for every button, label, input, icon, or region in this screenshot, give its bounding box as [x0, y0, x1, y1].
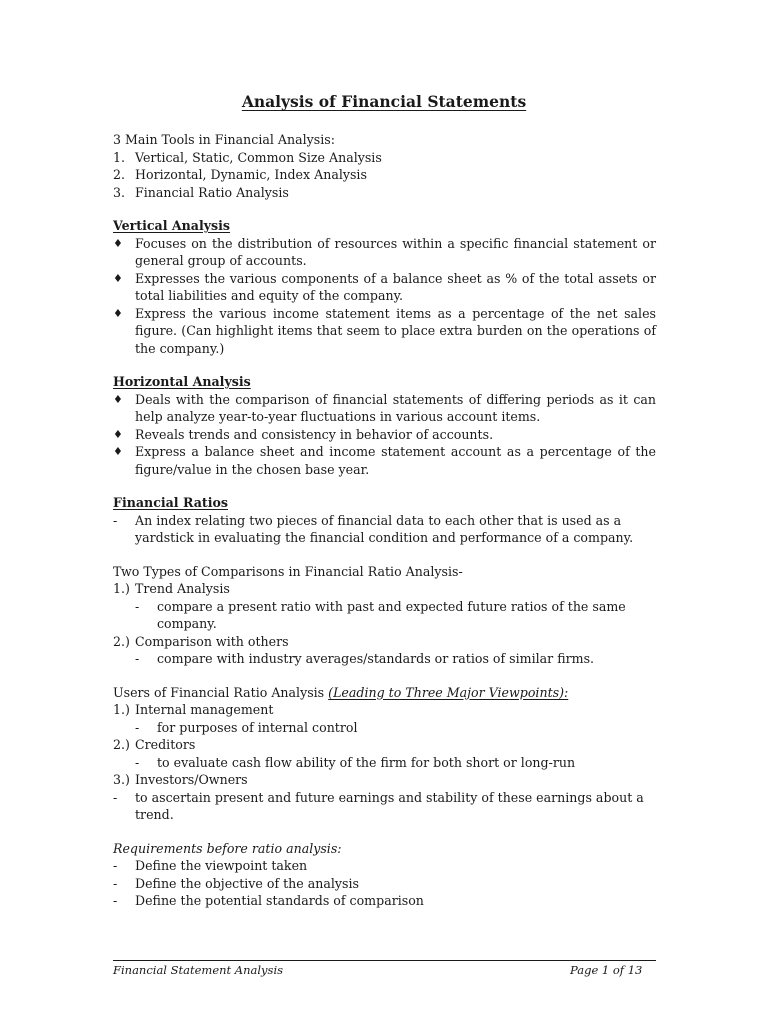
diamond-bullet-icon: ♦ — [113, 271, 123, 285]
list-item: - Define the objective of the analysis — [113, 875, 359, 891]
list-item: 1.) Internal management — [113, 702, 274, 717]
list-item: ♦ Express the various income statement items as a percentage of the net sales figure. (Can highlight items that seem to place extra burden on the operations of the company.) — [113, 305, 656, 356]
requirements-lead: Requirements before ratio analysis: — [113, 840, 342, 856]
sub-item: - for purposes of internal control — [135, 719, 358, 735]
list-item: 2. Horizontal, Dynamic, Index Analysis — [113, 167, 367, 182]
list-item: ♦ Focuses on the distribution of resources within a specific financial statement or general group of accounts. — [113, 235, 656, 268]
comparisons-lead: Two Types of Comparisons in Financial Ratio Analysis- — [113, 563, 463, 579]
section-heading-ratios: Financial Ratios — [113, 495, 228, 510]
list-item: - Define the potential standards of comparison — [113, 893, 424, 908]
diamond-bullet-icon: ♦ — [113, 427, 123, 441]
section-heading-vertical: Vertical Analysis — [113, 218, 231, 233]
list-item: 2.) Creditors — [113, 737, 196, 752]
list-item: 2.) Comparison with others — [113, 633, 289, 649]
diamond-bullet-icon: ♦ — [113, 445, 123, 458]
list-item: 1. Vertical, Static, Common Size Analysis — [113, 149, 382, 165]
section-heading-horizontal: Horizontal Analysis — [113, 374, 251, 389]
sub-item: - compare a present ratio with past and expected future ratios of the same company. — [135, 598, 626, 631]
document-body — [113, 131, 656, 910]
page-number: Page 1 of 13 — [570, 963, 643, 977]
list-item: ♦ Expresses the various components of a balance sheet as % of the total assets or total liabilities and equity of the company. — [113, 270, 656, 303]
list-item: - to ascertain present and future earnings and stability of these earnings about a trend. — [113, 789, 644, 822]
list-item: - An index relating two pieces of financial data to each other that is used as a yardstick in evaluating the financial condition and performance of a company. — [113, 512, 634, 545]
users-lead: Users of Financial Ratio Analysis (Leading to Three Major Viewpoints): — [113, 684, 569, 700]
diamond-bullet-icon: ♦ — [113, 306, 123, 320]
intro-lead: 3 Main Tools in Financial Analysis: — [113, 132, 335, 147]
list-item: ♦ Express a balance sheet and income statement account as a percentage of the figure/value in the chosen base year. — [113, 444, 656, 477]
sub-item: - compare with industry averages/standards or ratios of similar firms. — [135, 651, 595, 666]
list-item: 3.) Investors/Owners — [113, 772, 248, 787]
list-item: - Define the viewpoint taken — [113, 858, 308, 873]
list-item: 3. Financial Ratio Analysis — [113, 184, 289, 200]
document-title: Analysis of Financial Statements — [241, 92, 527, 111]
diamond-bullet-icon: ♦ — [113, 236, 123, 250]
list-item: 1.) Trend Analysis — [113, 581, 230, 596]
sub-item: - to evaluate cash flow ability of the firm for both short or long-run — [135, 754, 576, 770]
footer-title: Financial Statement Analysis — [113, 963, 284, 977]
diamond-bullet-icon: ♦ — [113, 392, 123, 406]
footer-divider — [113, 960, 656, 961]
list-item: ♦ Deals with the comparison of financial statements of differing periods as it can help analyze year-to-year fluctuations in various account items. — [113, 391, 656, 424]
list-item: ♦ Reveals trends and consistency in behavior of accounts. — [113, 426, 494, 442]
